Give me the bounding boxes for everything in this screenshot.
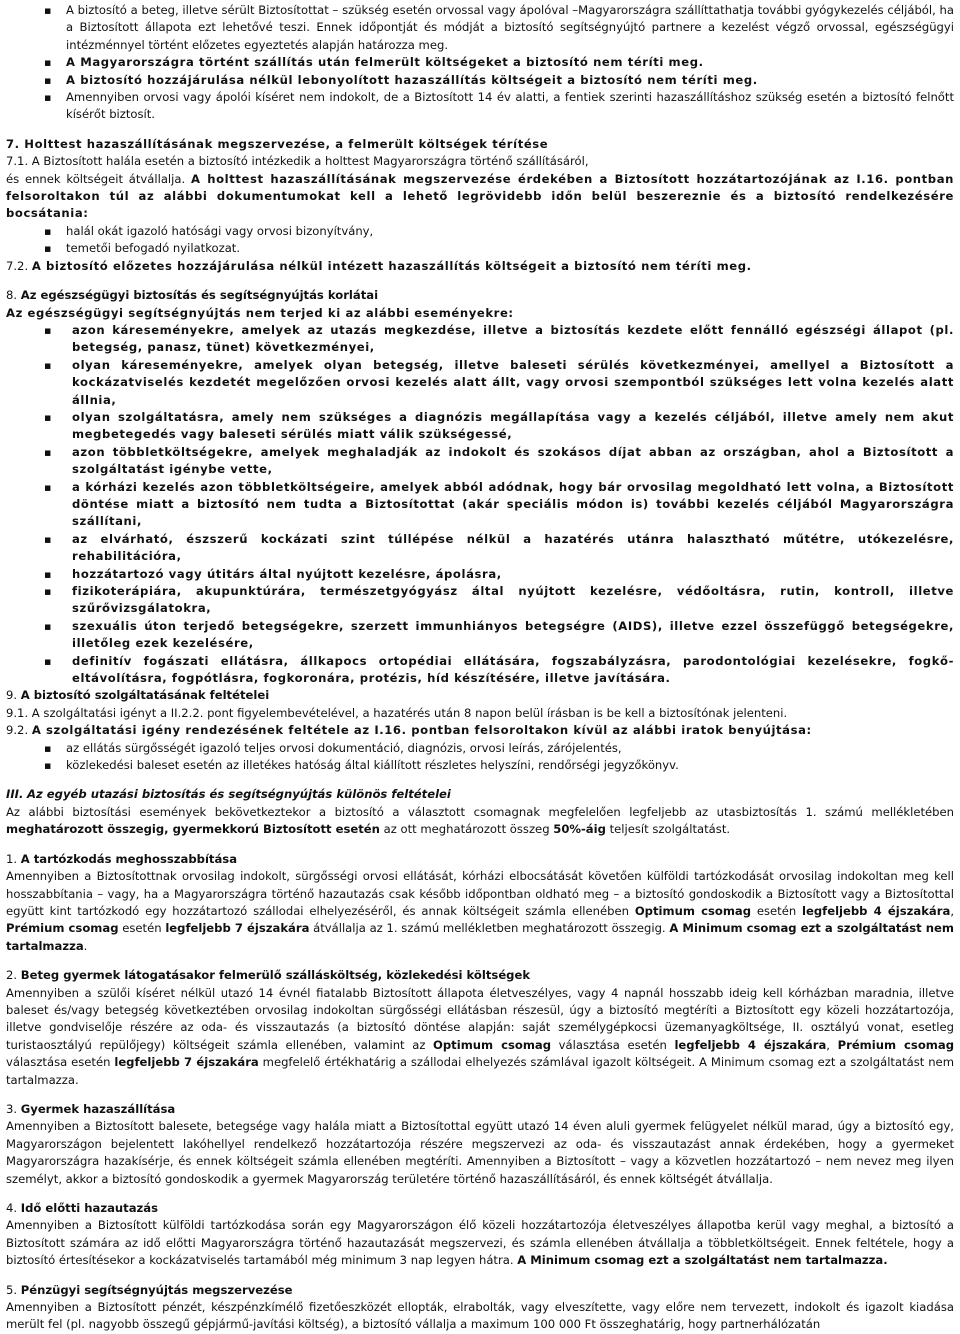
list-item: ▪ temetői befogadó nyilatkozat. xyxy=(6,240,954,257)
list-item: ▪ halál okát igazoló hatósági vagy orvosi bizonyítvány, xyxy=(6,223,954,240)
subsection-5-heading: 5. Pénzügyi segítségnyújtás megszervezése xyxy=(6,1282,293,1297)
section-7-heading: 7. Holttest hazaszállításának megszervezése, a felmerült költségek térítése xyxy=(6,136,549,151)
section-8-exclusion-list xyxy=(6,322,954,688)
section-9-2-paragraph: 9.2. A szolgáltatási igény rendezésének feltétele az I.16. pontban felsoroltakon kívül az alábbi iratok benyújtása: xyxy=(6,723,812,738)
section-7-2-paragraph: 7.2. A biztosító előzetes hozzájárulása nélkül intézett hazaszállítás költségeit a biztosító nem téríti meg. xyxy=(6,258,752,273)
list-item: ▪ fizikoterápiára, akupunktúrára, természetgyógyász által nyújtott kezelésre, védőoltásra, rutin, kontroll, illetve szűrővizsgálatokra, xyxy=(6,583,954,618)
subsection-3-heading: 3. Gyermek hazaszállítása xyxy=(6,1101,176,1116)
list-item: ▪ A biztosító a beteg, illetve sérült Biztosítottat – szükség esetén orvossal vagy ápolóval –Magyarországra szállíttathatja további gyógykezelés céljából, ha a Biztosított állapota ezt lehetővé teszi. Ennek időpontját és módját a biztosító segítségnyújtó partnere a kezelést végző orvossal, egészségügyi intézménnyel történt előzetes egyeztetés alapján határozza meg. xyxy=(6,2,954,54)
subsection-5-paragraph: Amennyiben a Biztosított pénzét, készpénzkímélő fizetőeszközét ellopták, elrabolták, vagy elveszítette, vagy előre nem tervezett, indokolt és igazolt kiadása merült fel (pl. nagyobb összegű gépjármű-javítási költség), a biztosító vállalja a maximum 100 000 Ft összeghatárig, hogy partnerhálózatán xyxy=(6,1300,954,1332)
list-item: ▪ a kórházi kezelés azon többletköltségeire, amelyek abból adódnak, hogy bár orvosilag megoldható lett volna, a Biztosított döntése miatt a biztosító nem tudta a Biztosítottat (akár speciális módon is) további kezelés céljából Magyarországra szállítani, xyxy=(6,479,954,531)
list-item: ▪ definitív fogászati ellátásra, állkapocs ortopédiai ellátására, fogszabályzásra, parodontológiai kezelésekre, fogkő-eltávolításra, fogpótlásra, fogkoronára, protézis, híd készítésére, illetve javítására. xyxy=(6,653,954,688)
subsection-3-paragraph: Amennyiben a Biztosított balesete, betegsége vagy halála miatt a Biztosítottal együtt utazó 14 éven aluli gyermek felügyelet nélkül marad, úgy a biztosító egy, Magyarországon bejelentett lakóhellyel rendelkező hozzátartozója részére megszervezi az oda- és visszautazást annak érdekében, hogy a gyermeket Magyarországra hazakísérje, és ennek költségeit számla ellenében megtéríti. Amennyiben a Biztosított – vagy a közvetlen hozzátartozó – nem nevez meg ilyen személyt, akkor a biztosító gondoskodik a gyermek Magyarország területére történő hazaszállításáról, és ennek költségét átvállalja. xyxy=(6,1119,954,1186)
list-item: ▪ szexuális úton terjedő betegségekre, szerzett immunhiányos betegségre (AIDS), illetve ezzel összefüggő betegségekre, illetőleg ezek kezelésére, xyxy=(6,618,954,653)
list-item: ▪ A biztosító hozzájárulása nélkül lebonyolított hazaszállítás költségeit a biztosító nem téríti meg. xyxy=(6,72,954,89)
subsection-1-heading: 1. A tartózkodás meghosszabbítása xyxy=(6,851,238,866)
list-item: ▪ azon káreseményekre, amelyek az utazás megkezdése, illetve a biztosítás kezdete előtt fennálló egészségi állapot (pl. betegség, panasz, tünet) következményei, xyxy=(6,322,954,357)
subsection-2-paragraph: Amennyiben a szülői kíséret nélkül utazó 14 évnél fiatalabb Biztosított állapota életveszélyes, vagy 4 napnál hosszabb ideig kell kórházban maradnia, illetve baleset és/vagy betegség következtében orvosilag indokoltan sürgősségi ellátásban részesül, úgy a biztosító megtéríti a Biztosított egy közeli hozzátartozója, illetve gondviselője részére az oda- és visszautazás (a biztosító döntése alapján: saját személygépkocsi üzemanyagköltsége, II. osztályú vonat, esetleg turistaosztályú repülőjegy) költségeit számla ellenében, valamint az Optimum csomag választása esetén legfeljebb 4 éjszakára, Prémium csomag választása esetén legfeljebb 7 éjszakára megfelelő értékhatárig a szállodai elhelyezés számlával igazolt költségeit. A Minimum csomag ezt a szolgáltatást nem tartalmazza. xyxy=(6,985,954,1087)
list-item: ▪ közlekedési baleset esetén az illetékes hatóság által kiállított részletes helyszíni, rendőrségi jegyzőkönyv. xyxy=(6,757,954,774)
list-item: ▪ hozzátartozó vagy útitárs által nyújtott kezelésre, ápolásra, xyxy=(6,566,954,583)
chapter-iii-intro: Az alábbi biztosítási események bekövetkeztekor a biztosító a választott csomagnak megfelelően legfeljebb az utasbiztosítás 1. számú mellékletében meghatározott összegig, gyermekkorú Biztosított esetén az ott meghatározott összeg 50%-áig teljesít szolgáltatást. xyxy=(6,804,954,837)
list-item: ▪ azon többletköltségekre, amelyek meghaladják az indokolt és szokásos díjat abban az országban, ahol a Biztosított a szolgáltatást igénybe vette, xyxy=(6,444,954,479)
list-item: ▪ A Magyarországra történt szállítás után felmerült költségeket a biztosító nem téríti meg. xyxy=(6,54,954,71)
subsection-4-paragraph: Amennyiben a Biztosított külföldi tartózkodása során egy Magyarországon élő közeli hozzátartozója életveszélyes állapotba kerül vagy meghal, a biztosító a Biztosított számára az idő előtti Magyarországra történő hazautazását megszervezi, és számla ellenében átvállalja a többletköltségeit. Ennek feltétele, hogy a biztosító értesítésekor a kockázatviselés tartamából még minimum 3 nap legyen hátra. A Minimum csomag ezt a szolgáltatást nem tartalmazza. xyxy=(6,1218,954,1268)
top-bullet-list xyxy=(6,2,954,124)
section-7-1-paragraph: 7.1. A Biztosított halála esetén a biztosító intézkedik a holttest Magyarországra történő szállításáról, és ennek költségeit átvállalja. A holttest hazaszállításának megszervezése érdekében a Biztosított hozzátartozójának az I.16. pontban felsoroltakon túl az alábbi dokumentumokat kell a lehető legrövidebb időn belül beszereznie és a biztosító rendelkezésére bocsátania: xyxy=(6,154,954,221)
subsection-1-paragraph: Amennyiben a Biztosítottnak orvosilag indokolt, sürgősségi orvosi ellátását, kórházi elbocsátását követően külföldi tartózkodását orvosilag indokoltan meg kell hosszabbítania – vagy, ha a Magyarországra történő hazautazás csak később időpontban oldható meg – a biztosító gondoskodik a Biztosított vagy a Biztosítottal együtt kint tartózkodó egy hozzátartozó szállodai elhelyezéséről, és annak költségeit számla ellenében Optimum csomag esetén legfeljebb 4 éjszakára, Prémium csomag esetén legfeljebb 7 éjszakára átvállalja az 1. számú mellékletben meghatározott összegig. A Minimum csomag ezt a szolgáltatást nem tartalmazza. xyxy=(6,869,954,953)
subsection-4-heading: 4. Idő előtti hazautazás xyxy=(6,1201,159,1215)
section-8-intro: Az egészségügyi segítségnyújtás nem terjed ki az alábbi eseményekre: xyxy=(6,305,514,320)
section-9-heading: 9. A biztosító szolgáltatásának feltételei xyxy=(6,688,270,703)
chapter-iii-heading: III. Az egyéb utazási biztosítás és segítségnyújtás különös feltételei xyxy=(6,787,451,802)
list-item: ▪ az elvárható, észszerű kockázati szint túllépése nélkül a hazatérés utánra halasztható műtétre, utókezelésre, rehabilitációra, xyxy=(6,531,954,566)
list-item: ▪ olyan szolgáltatásra, amely nem szükséges a diagnózis megállapítása vagy a kezelés céljából, illetve amely nem akut megbetegedés vagy baleseti sérülés miatt válik szükségessé, xyxy=(6,409,954,444)
section-9-document-list xyxy=(6,740,954,775)
section-9-1-paragraph: 9.1. A szolgáltatási igényt a II.2.2. pont figyelembevételével, a hazatérés után 8 napon belül írásban is be kell a biztosítónak jelenteni. xyxy=(6,705,788,720)
section-8-heading: 8. Az egészségügyi biztosítás és segítségnyújtás korlátai xyxy=(6,288,379,303)
list-item: ▪ az ellátás sürgősségét igazoló teljes orvosi dokumentáció, diagnózis, orvosi leírás, zárójelentés, xyxy=(6,740,954,757)
section-7-document-list xyxy=(6,223,954,258)
subsection-2-heading: 2. Beteg gyermek látogatásakor felmerülő szállásköltség, közlekedési költségek xyxy=(6,968,531,983)
list-item: ▪ Amennyiben orvosi vagy ápolói kíséret nem indokolt, de a Biztosított 14 év alatti, a fentiek szerinti hazaszállításhoz szükség esetén a biztosító felnőtt kísérőt biztosít. xyxy=(6,89,954,124)
list-item: ▪ olyan káreseményekre, amelyek olyan betegség, illetve baleseti sérülés következményei, amellyel a Biztosított a kockázatviselés kezdetét megelőzően orvosi kezelés alatt állt, vagy orvosi szempontból szükséges lett volna kezelés alatt állnia, xyxy=(6,357,954,409)
